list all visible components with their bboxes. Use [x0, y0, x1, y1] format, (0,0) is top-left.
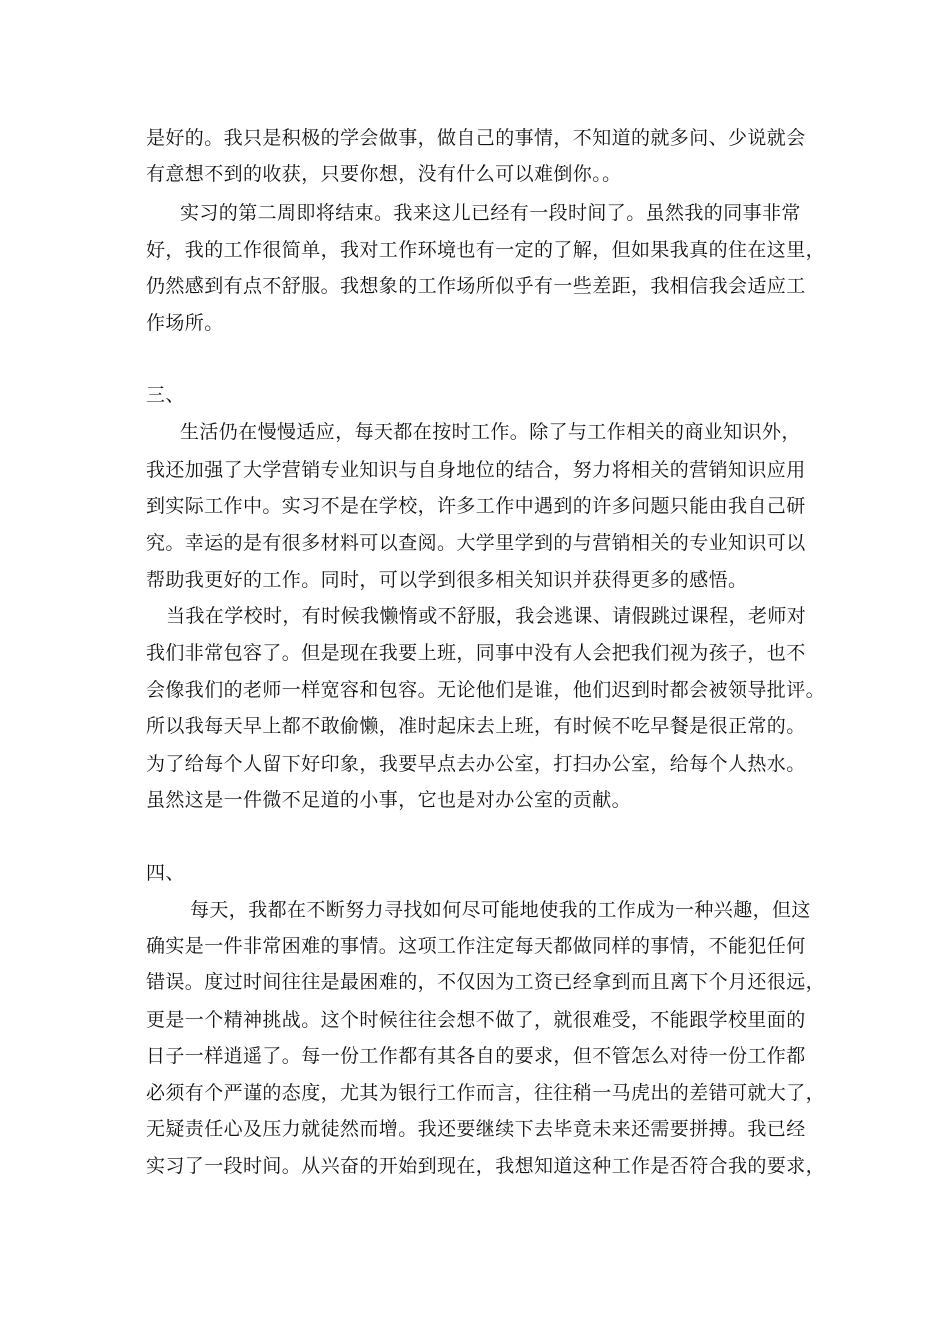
text-line: 错误。度过时间往往是最困难的，不仅因为工资已经拿到而且离下个月还很远，: [146, 971, 826, 993]
paragraph-start-line: 生活仍在慢慢适应，每天都在按时工作。除了与工作相关的商业知识外，: [180, 421, 801, 443]
text-line: 会像我们的老师一样宽容和包容。无论他们是谁，他们迟到时都会被领导批评。: [146, 679, 826, 701]
paragraph-start-line: 每天，我都在不断努力寻找如何尽可能地使我的工作成为一种兴趣，但这: [190, 899, 811, 921]
text-line: 我们非常包容了。但是现在我要上班，同事中没有人会把我们视为孩子，也不: [146, 642, 806, 664]
text-line: 无疑责任心及压力就徒然而增。我还要继续下去毕竟未来还需要拼搏。我已经: [146, 1118, 806, 1140]
text-line: 确实是一件非常困难的事情。这项工作注定每天都做同样的事情，不能犯任何: [146, 935, 806, 957]
text-line: 更是一个精神挑战。这个时候往往会想不做了，就很难受，不能跟学校里面的: [146, 1009, 806, 1031]
text-line: 日子一样逍遥了。每一份工作都有其各自的要求，但不管怎么对待一份工作都: [146, 1045, 806, 1067]
text-line: 有意想不到的收获，只要你想，没有什么可以难倒你。。: [146, 163, 622, 185]
text-line: 仍然感到有点不舒服。我想象的工作场所似乎有一些差距，我相信我会适应工: [146, 275, 806, 297]
text-line: 所以我每天早上都不敢偷懒，准时起床去上班，有时候不吃早餐是很正常的。: [146, 715, 806, 737]
text-line: 是好的。我只是积极的学会做事，做自己的事情，不知道的就多问、少说就会: [146, 127, 806, 149]
section-heading: 四、: [146, 862, 185, 884]
text-line: 我还加强了大学营销专业知识与自身地位的结合，努力将相关的营销知识应用: [146, 459, 806, 481]
text-line: 为了给每个人留下好印象，我要早点去办公室，打扫办公室，给每个人热水。: [146, 753, 806, 775]
text-line: 到实际工作中。实习不是在学校，许多工作中遇到的许多问题只能由我自己研: [146, 495, 806, 517]
text-line: 虽然这是一件微不足道的小事，它也是对办公室的贡献。: [146, 789, 632, 811]
paragraph-start-line: 当我在学校时，有时候我懒惰或不舒服，我会逃课、请假跳过课程，老师对: [166, 605, 807, 627]
text-line: 作场所。: [146, 312, 224, 334]
text-line: 好，我的工作很简单，我对工作环境也有一定的了解，但如果我真的住在这里，: [146, 239, 826, 261]
text-line: 究。幸运的是有很多材料可以查阅。大学里学到的与营销相关的专业知识可以: [146, 532, 806, 554]
text-line: 实习了一段时间。从兴奋的开始到现在，我想知道这种工作是否符合我的要求，: [146, 1155, 826, 1177]
paragraph-start-line: 实习的第二周即将结束。我来这儿已经有一段时间了。虽然我的同事非常: [180, 202, 801, 224]
text-line: 必须有个严谨的态度，尤其为银行工作而言，往往稍一马虎出的差错可就大了，: [146, 1082, 826, 1104]
text-line: 帮助我更好的工作。同时，可以学到很多相关知识并获得更多的感悟。: [146, 569, 748, 591]
section-heading: 三、: [146, 384, 185, 406]
